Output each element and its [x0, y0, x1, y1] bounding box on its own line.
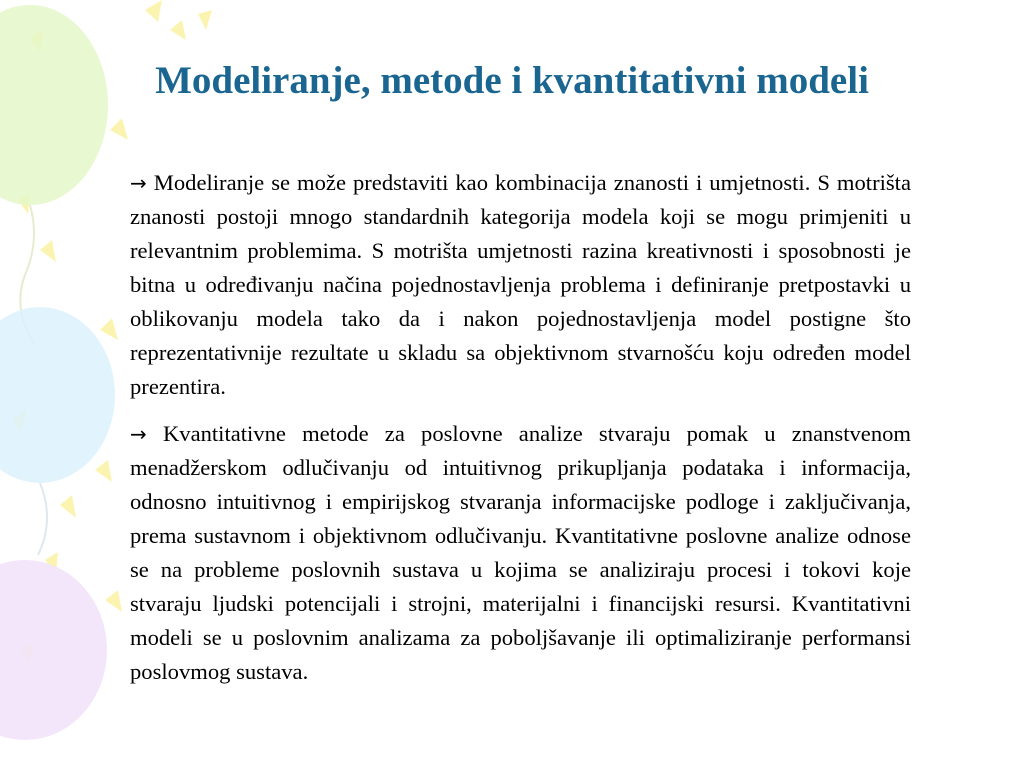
paragraph-text: Modeliranje se može predstaviti kao kombinacija znanosti i umjetnosti. S motrišta znanosti postoji mnogo standardnih kategorija modela koji se mogu primjeniti u relevantnim problemima. S motrišta umjetnosti razina kreativnosti i sposobnosti je bitna u određivanju načina pojednostavljenja problema i definiranje pretpostavki u oblikovanju modela tako da i nakon pojednostavljenja model postigne što reprezentativnije rezultate u skladu sa objektivnom stvarnošću koju određen model prezentira. — [130, 170, 911, 399]
slide-title: Modeliranje, metode i kvantitativni modeli — [155, 59, 869, 102]
paragraph-text: Kvantitativne metode za poslovne analize stvaraju pomak u znanstvenom menadžerskom odlučivanju od intuitivnog prikupljanja podataka i informacija, odnosno intuitivnog i empirijskog stvaranja informacijske podloge i zaključivanja, prema sustavnom i objektivnom odlučivanju. Kvantitativne poslovne analize odnose se na probleme poslovnih sustava u kojima se analiziraju procesi i tokovi koje stvaraju ljudski potencijali i strojni, materijalni i financijski resursi. Kvantitativni modeli se u poslovnim analizama za poboljšavanje ili optimaliziranje performansi poslovmog sustava. — [130, 421, 911, 684]
paragraph-kvantitativne-metode — [130, 417, 911, 689]
right-arrow-icon: → — [130, 171, 147, 195]
slide-body — [130, 166, 911, 702]
paragraph-modeliranje — [130, 166, 911, 404]
right-arrow-icon: → — [130, 422, 147, 446]
